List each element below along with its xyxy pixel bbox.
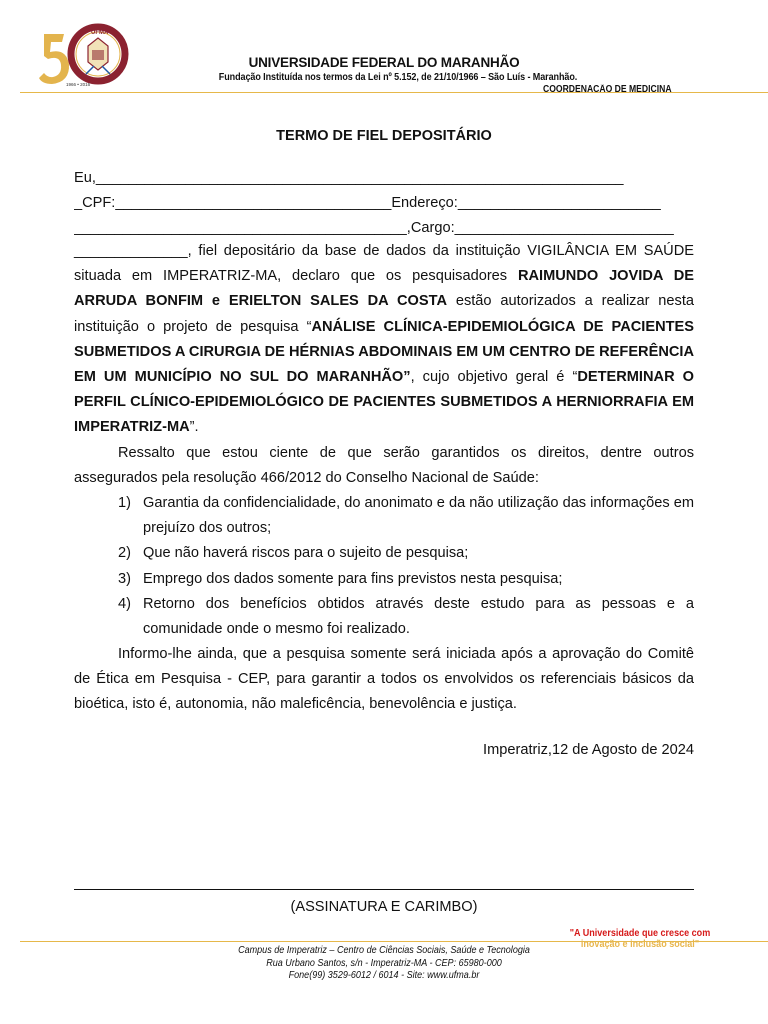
list-item-text: Emprego dos dados somente para fins previstos nesta pesquisa; [143, 570, 563, 587]
list-item-text: Retorno dos benefícios obtidos através deste estudo para as pessoas e a comunidade onde o mesmo foi realizado. [143, 595, 694, 638]
rights-paragraph: Ressalto que estou ciente de que serão garantidos os direitos, dentre outros assegurados pela resolução 466/2012 do Conselho Nacional de Saúde: [74, 445, 694, 487]
list-item-number: 2) [118, 545, 131, 562]
list-item [74, 491, 694, 541]
list-item [74, 541, 694, 566]
cpf-address-field-line: _CPF:__________________________________Endereço:_________________________ [74, 195, 661, 211]
signature-label: (ASSINATURA E CARIMBO) [290, 899, 478, 915]
list-item-number: 3) [118, 570, 131, 587]
footer-campus: Campus de Imperatriz – Centro de Ciências Sociais, Saúde e Tecnologia [238, 944, 530, 956]
name-field-line: Eu,_________________________________________________________________ [74, 170, 624, 186]
declaration-authorization: estão autorizados a realizar nesta instituição o projeto de pesquisa “ [74, 293, 694, 335]
footer-address [54, 944, 714, 982]
declaration-paragraph [74, 239, 694, 441]
information-paragraph: Informo-lhe ainda, que a pesquisa somente será iniciada após a aprovação do Comitê de Ética em Pesquisa - CEP, para garantir a todos os envolvidos os referenciais básicos da bioética, isto é, autonomia, não maleficência, benevolência e justiça. [74, 646, 694, 713]
guarantees-list [74, 491, 694, 642]
foundation-law-note: Fundação Instituída nos termos da Lei nº 5.152, de 21/10/1966 – São Luís - Maranhão. [218, 71, 578, 83]
researchers-names: RAIMUNDO JOVIDA DE ARRUDA BONFIM e ERIELTON SALES DA COSTA [74, 268, 694, 310]
declaration-close: ”. [189, 419, 199, 436]
list-item [74, 592, 694, 642]
department-name: COORDENAÇÃO DE MEDICINA [543, 84, 672, 93]
project-objective: DETERMINAR O PERFIL CLÍNICO-EPIDEMIOLÓGICO DE PACIENTES SUBMETIDOS A HERNIORRAFIA EM IMPERATRIZ-MA [74, 369, 694, 436]
declaration-intro: ______________, fiel depositário da base de dados da instituição VIGILÂNCIA EM SAÚDE situada em IMPERATRIZ-MA, declaro que os pesquisadores [74, 243, 694, 285]
list-item [74, 567, 694, 592]
project-title: ANÁLISE CLÍNICA-EPIDEMIOLÓGICA DE PACIENTES SUBMETIDOS A CIRURGIA DE HÉRNIAS ABDOMINAIS EM UM CENTRO DE REFERÊNCIA EM UM MUNICÍPIO NO SUL DO MARANHÃO” [74, 318, 694, 386]
logo-text: UFMA [91, 30, 109, 36]
document-title: TERMO DE FIEL DEPOSITÁRIO [276, 128, 492, 144]
header-divider [20, 92, 768, 93]
slogan-line-2: inovação e inclusão social" [580, 938, 700, 950]
place-and-date: Imperatriz,12 de Agosto de 2024 [483, 742, 694, 758]
role-field-line: _________________________________________,Cargo:___________________________ [74, 220, 674, 236]
declaration-objective-lead: , cujo objetivo geral é “ [410, 369, 578, 386]
list-item-number: 1) [118, 495, 131, 511]
university-name: UNIVERSIDADE FEDERAL DO MARANHÃO [248, 55, 520, 70]
slogan-line-1: "A Universidade que cresce com [569, 927, 711, 939]
logo-years: 1966 • 2016 [66, 82, 91, 87]
footer-contact: Fone(99) 3529-6012 / 6014 - Site: www.ufma.br [288, 969, 480, 981]
list-item-number: 4) [118, 595, 131, 612]
signature-line [74, 889, 694, 890]
footer-street: Rua Urbano Santos, s/n - Imperatriz-MA - CEP: 65980-000 [266, 956, 502, 969]
list-item-text: Garantia da confidencialidade, do anonimato e da não utilização das informações em prejuízo dos outros; [143, 495, 694, 537]
list-item-text: Que não haverá riscos para o sujeito de pesquisa; [143, 545, 469, 562]
footer-divider [20, 941, 768, 942]
